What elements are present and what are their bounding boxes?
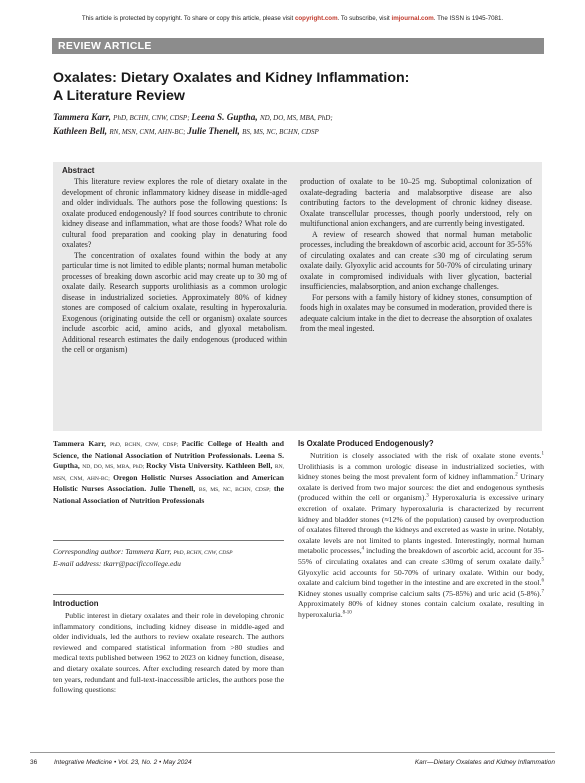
- citation[interactable]: 3: [426, 493, 429, 499]
- citation[interactable]: 7: [541, 589, 544, 595]
- citation[interactable]: 5: [541, 557, 544, 563]
- body-paragraph: Nutrition is closely associated with the risk of oxalate stone events.$^1$ Urolithiasis is a common urologic disease in industrialized societies, with kidney stones being the most prevalent form of kidney inflammation.$^2$ Urinary oxalate is derived from two major sources: the diet and endogenous synthesis (produced within the cell or organism).$^3$ Hyperoxaluria is excessive urinary excretion of oxalate. Primary hyperoxaluria is characterized by recurrent kidney and bladder stones (≈12% of the population) caused by overproduction of oxalates filtered through the kidneys and excreted as waste in urine. Notably, oxalate levels are not limited to plants ingested. Interestingly, normal human metabolic processes,$^4$ including the breakdown of ascorbic acid, account for 35-55% of circulating oxalates and can create ≤30mg of serum oxalate daily.$^5$ Glyoxylic acid accounts for 50-70% of urinary oxalate. Within our body, oxalate and calcium bind together in the intestine and are excreted in the stool.$^6$ Kidney stones usually comprise calcium salts (75-85%) and uric acid (5-8%).$^7$ Approximately 80% of kidney stones contain calcium oxalate, resulting in hyperoxaluria.$^{8-10}$: [298, 451, 544, 619]
- introduction-heading: Introduction: [53, 599, 99, 608]
- abstract-left-column: [62, 177, 287, 356]
- author-name: Tammera Karr,: [53, 112, 114, 122]
- abstract-paragraph: The concentration of oxalates found within the body at any particular time is not limited to edible plants; normal human metabolic processes of breaking down ascorbic acid may create up to 30 mg of oxalate daily. Research supports urolithiasis as a common urologic disease in industrialized societies. Approximately 80% of kidney stones are composed of calcium oxalate, resulting in hyperoxaluria. Exogenous (originating outside the cell or organism) oxalate sources include ascorbic acid, amino acids, and glyoxal metabolism. Additional research estimates the daily endogenous (produced within the cell or organism): [62, 250, 287, 354]
- divider: [53, 594, 284, 595]
- body-paragraph: Public interest in dietary oxalates and their role in developing chronic inflammatory conditions, including kidney disease in middle-aged and older individuals, led the authors to review oxalate research. The authors reviewed and compared statistical information from >80 studies and medical texts published between 1962 to 2023 on kidney function, disease, and dietary oxalate sources. After excluding research dated by more than ten years, redundant and full-text-inaccessible articles, the authors pose the following questions:: [53, 611, 284, 695]
- author-credentials: ND, DO, MS, MBA, PhD;: [259, 114, 333, 122]
- running-head: Karr—Dietary Oxalates and Kidney Inflammation: [414, 759, 555, 766]
- author-affiliations: Tammera Karr, PhD, BCHN, CNW, CDSP; Pacific College of Health and Science, the National Association of Nutrition Professionals. Leena S. Guptha, ND, DO, MS, MBA, PhD; Rocky Vista University. Kathleen Bell, RN, MSN, CNM, AHN-BC; Oregon Holistic Nurses Association and American Holistic Nurses Association. Julie Thenell, BS, MS, NC, BCHN, CDSP; the National Association of Nutrition Professionals: [53, 439, 285, 505]
- author-credentials: BS, MS, NC, BCHN, CDSP: [242, 128, 319, 136]
- endogenous-heading: Is Oxalate Produced Endogenously?: [298, 439, 434, 448]
- copyright-notice: This article is protected by copyright. To share or copy this article, please visit copyright.com. To subscribe, visit imjournal.com. The ISSN is 1945-7081.: [81, 15, 504, 22]
- citation[interactable]: 6: [541, 578, 544, 584]
- abstract-heading: Abstract: [62, 166, 95, 175]
- journal-citation: Integrative Medicine • Vol. 23, No. 2 • May 2024: [54, 759, 192, 766]
- endogenous-text: [298, 451, 544, 621]
- abstract-paragraph: For persons with a family history of kidney stones, consumption of foods high in oxalates may be consumed in moderation, provided there is adequate calcium intake in the diet to decrease the absorption of oxalates from the meal ingested.: [300, 292, 532, 333]
- citation[interactable]: 8-10: [342, 610, 352, 616]
- author-name: Kathleen Bell,: [53, 126, 110, 136]
- section-label: REVIEW ARTICLE: [52, 38, 544, 54]
- citation[interactable]: 2: [515, 472, 518, 478]
- author-list: [53, 111, 543, 139]
- article-title: [53, 69, 543, 105]
- email-link[interactable]: tkarr@pacificcollege.edu: [103, 558, 181, 568]
- author-name: Julie Thenell,: [187, 126, 243, 136]
- footer-divider: [30, 752, 555, 753]
- author-credentials: RN, MSN, CNM, AHN-BC;: [109, 128, 188, 136]
- copyright-link[interactable]: copyright.com: [294, 15, 338, 22]
- author-name: Leena S. Guptha,: [191, 112, 260, 122]
- abstract-paragraph: This literature review explores the role of dietary oxalate in the development of chronic inflammatory kidney disease in middle-aged and older individuals. The authors pose the following questions: Is oxalate produced endogenously? If food sources contribute to chronic kidney disease and inflammation, what are those foods? What role do cultural food preparation and cooking play in denaturing food oxalates?: [62, 177, 287, 249]
- corresponding-author: Corresponding author: Tammera Karr, PhD, BCHN, CNW, CDSP E-mail address: tkarr@pacificcollege.edu: [53, 547, 233, 568]
- abstract-right-column: [300, 177, 532, 335]
- subscribe-link[interactable]: imjournal.com: [391, 15, 434, 22]
- title-line-1: Oxalates: Dietary Oxalates and Kidney Inflammation:: [53, 70, 410, 86]
- introduction-text: [53, 611, 284, 696]
- title-line-2: A Literature Review: [53, 88, 185, 104]
- page-number: 36: [30, 759, 38, 766]
- divider: [53, 540, 284, 541]
- citation[interactable]: 1: [541, 451, 544, 457]
- author-credentials: PhD, BCHN, CNW, CDSP;: [113, 114, 192, 122]
- citation[interactable]: 4: [361, 546, 365, 552]
- abstract-paragraph: A review of research showed that normal human metabolic processes, including the breakdown of ascorbic acid, account for 35-55% of circulating oxalates and can create ≤30 mg of circulating serum oxalate daily. Glyoxylic acid accounts for 50-70% of circulating urinary oxalate in compromised individuals with liver glycation, bacterial insufficiencies, malabsorption, and anion exchange challenges.: [300, 229, 532, 291]
- abstract-paragraph: production of oxalate to be 10–25 mg. Suboptimal colonization of oxalate-degrading bacteria and malabsorptive disease are also contributing factors to the development of chronic kidney disease. Oxalate transcellular processes, though poorly understood, rely on multifunctional anion exchangers, and are currently being investigated.: [300, 177, 532, 228]
